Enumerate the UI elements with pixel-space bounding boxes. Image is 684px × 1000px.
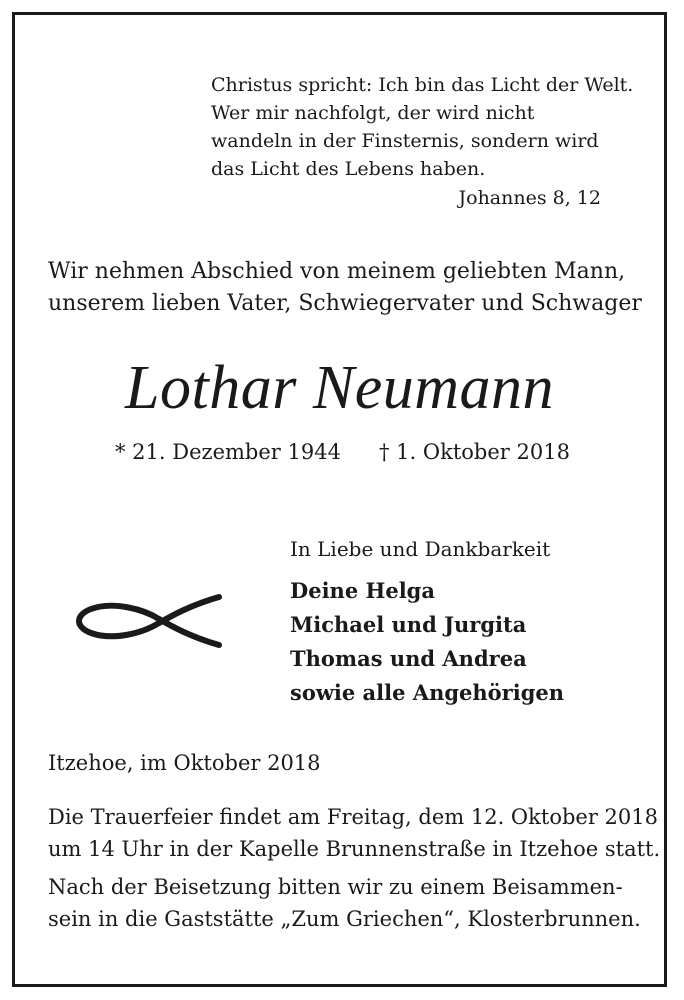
mourner-name: Michael und Jurgita [290, 612, 527, 637]
mourner-name: Deine Helga [290, 578, 435, 603]
quote-line: Wer mir nachfolgt, der wird nicht [211, 102, 535, 124]
obituary-notice [12, 12, 667, 987]
service-line: Die Trauerfeier findet am Freitag, dem 12. Oktober 2018 [48, 805, 658, 829]
deceased-name: Lothar Neumann [125, 354, 554, 422]
ichthys-fish-icon [73, 593, 225, 653]
birth-date: * 21. Dezember 1944 [115, 440, 341, 464]
mourner-name: sowie alle Angehörigen [290, 680, 565, 705]
reception-line: Nach der Beisetzung bitten wir zu einem Beisammen- [48, 875, 623, 899]
quote-line: Christus spricht: Ich bin das Licht der Welt. [211, 74, 634, 96]
mourner-name: Thomas und Andrea [290, 646, 527, 671]
intro-line: unserem lieben Vater, Schwiegervater und Schwager [48, 291, 642, 316]
place-date: Itzehoe, im Oktober 2018 [48, 751, 321, 775]
mourners-intro: In Liebe und Dankbarkeit [290, 537, 551, 561]
quote-line: wandeln in der Finsternis, sondern wird [211, 130, 599, 152]
quote-line: das Licht des Lebens haben. [211, 158, 486, 180]
death-date: † 1. Oktober 2018 [379, 440, 570, 464]
quote-reference: Johannes 8, 12 [458, 187, 601, 209]
reception-line: sein in die Gaststätte „Zum Griechen“, Klosterbrunnen. [48, 907, 641, 931]
service-line: um 14 Uhr in der Kapelle Brunnenstraße in Itzehoe statt. [48, 837, 661, 861]
intro-line: Wir nehmen Abschied von meinem geliebten Mann, [48, 259, 626, 284]
